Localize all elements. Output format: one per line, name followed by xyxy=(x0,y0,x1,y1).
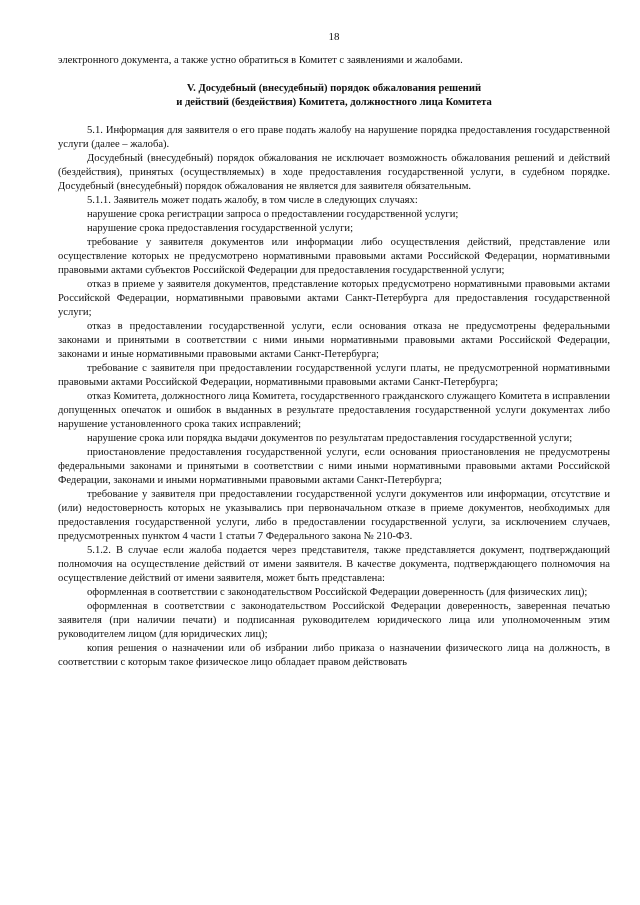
section-heading-line-1: V. Досудебный (внесудебный) порядок обжалования решений xyxy=(186,83,482,94)
paragraph-5-1-1: 5.1.1. Заявитель может подать жалобу, в том числе в следующих случаях: xyxy=(87,195,418,206)
list-item: копия решения о назначении или об избрании либо приказа о назначении физического лица на должность, в соответствии с которым такое физическое лицо обладает правом действовать xyxy=(58,643,610,668)
list-item: нарушение срока предоставления государственной услуги; xyxy=(87,223,354,234)
list-item: оформленная в соответствии с законодательством Российской Федерации доверенность (для физических лиц); xyxy=(87,587,588,598)
list-item: отказ Комитета, должностного лица Комитета, государственного гражданского служащего Комитета в исправлении допущенных опечаток и ошибок в выданных в результате предоставления государственной услуги документах либо нарушение установленного срока таких исправлений; xyxy=(58,391,610,430)
paragraph-5-1: 5.1. Информация для заявителя о его праве подать жалобу на нарушение порядка предоставления государственной услуги (далее – жалоба). xyxy=(58,125,610,150)
list-item: нарушение срока или порядка выдачи документов по результатам предоставления государственной услуги; xyxy=(87,433,573,444)
section-heading-line-2: и действий (бездействия) Комитета, должностного лица Комитета xyxy=(176,97,492,108)
list-item: отказ в предоставлении государственной услуги, если основания отказа не предусмотрены федеральными законами и принятыми в соответствии с ними иными нормативными правовыми актами Российской Федерации, законами и иные нормативными правовыми актами Санкт-Петербурга; xyxy=(58,321,610,360)
list-item: приостановление предоставления государственной услуги, если основания приостановления не предусмотрены федеральными законами и принятыми в соответствии с ними иными нормативными правовыми актами Российской Федерации, законами и иными нормативными правовыми актами Санкт-Петербурга; xyxy=(58,447,610,486)
page-number: 18 xyxy=(328,31,340,43)
list-item: оформленная в соответствии с законодательством Российской Федерации доверенность, заверенная печатью заявителя (при наличии печати) и подписанная руководителем юридического лица или уполномоченным этим руководителем лицом (для юридических лиц); xyxy=(58,601,610,640)
list-item: требование у заявителя документов или информации либо осуществления действий, представление или осуществление которых не предусмотрено нормативными правовыми актами Российской Федерации, нормативными правовыми актами субъектов Российской Федерации для предоставления государственной услуги; xyxy=(58,237,610,276)
paragraph-pretrial-procedure: Досудебный (внесудебный) порядок обжалования не исключает возможность обжалования решений и действий (бездействия), принятых (осуществляемых) в ходе предоставления государственной услуги, в судебном порядке. Досудебный (внесудебный) порядок обжалования не является для заявителя обязательным. xyxy=(58,153,610,192)
list-item: требование у заявителя при предоставлении государственной услуги документов или информации, отсутствие и (или) недостоверность которых не указывались при первоначальном отказе в приеме документов, необходимых для предоставления государственной услуги, либо в предоставлении государственной услуги, за исключением случаев, предусмотренных пунктом 4 части 1 статьи 7 Федерального закона № 210-ФЗ. xyxy=(58,489,610,542)
paragraph-5-1-2: 5.1.2. В случае если жалоба подается через представителя, также представляется документ, подтверждающий полномочия на осуществление действий от имени заявителя. В качестве документа, подтверждающего полномочия на осуществление действий от имени заявителя, может быть представлена: xyxy=(58,545,610,584)
opening-line: электронного документа, а также устно обратиться в Комитет с заявлениями и жалобами. xyxy=(58,55,463,66)
list-item: нарушение срока регистрации запроса о предоставлении государственной услуги; xyxy=(87,209,459,220)
section-heading xyxy=(58,82,610,110)
list-item: требование с заявителя при предоставлении государственной услуги платы, не предусмотренной нормативными правовыми актами Российской Федерации, нормативными правовыми актами Санкт-Петербурга; xyxy=(58,363,610,388)
list-item: отказ в приеме у заявителя документов, представление которых предусмотрено нормативными правовыми актами Российской Федерации, нормативными правовыми актами Санкт-Петербурга для предоставления государственной услуги; xyxy=(58,279,610,318)
